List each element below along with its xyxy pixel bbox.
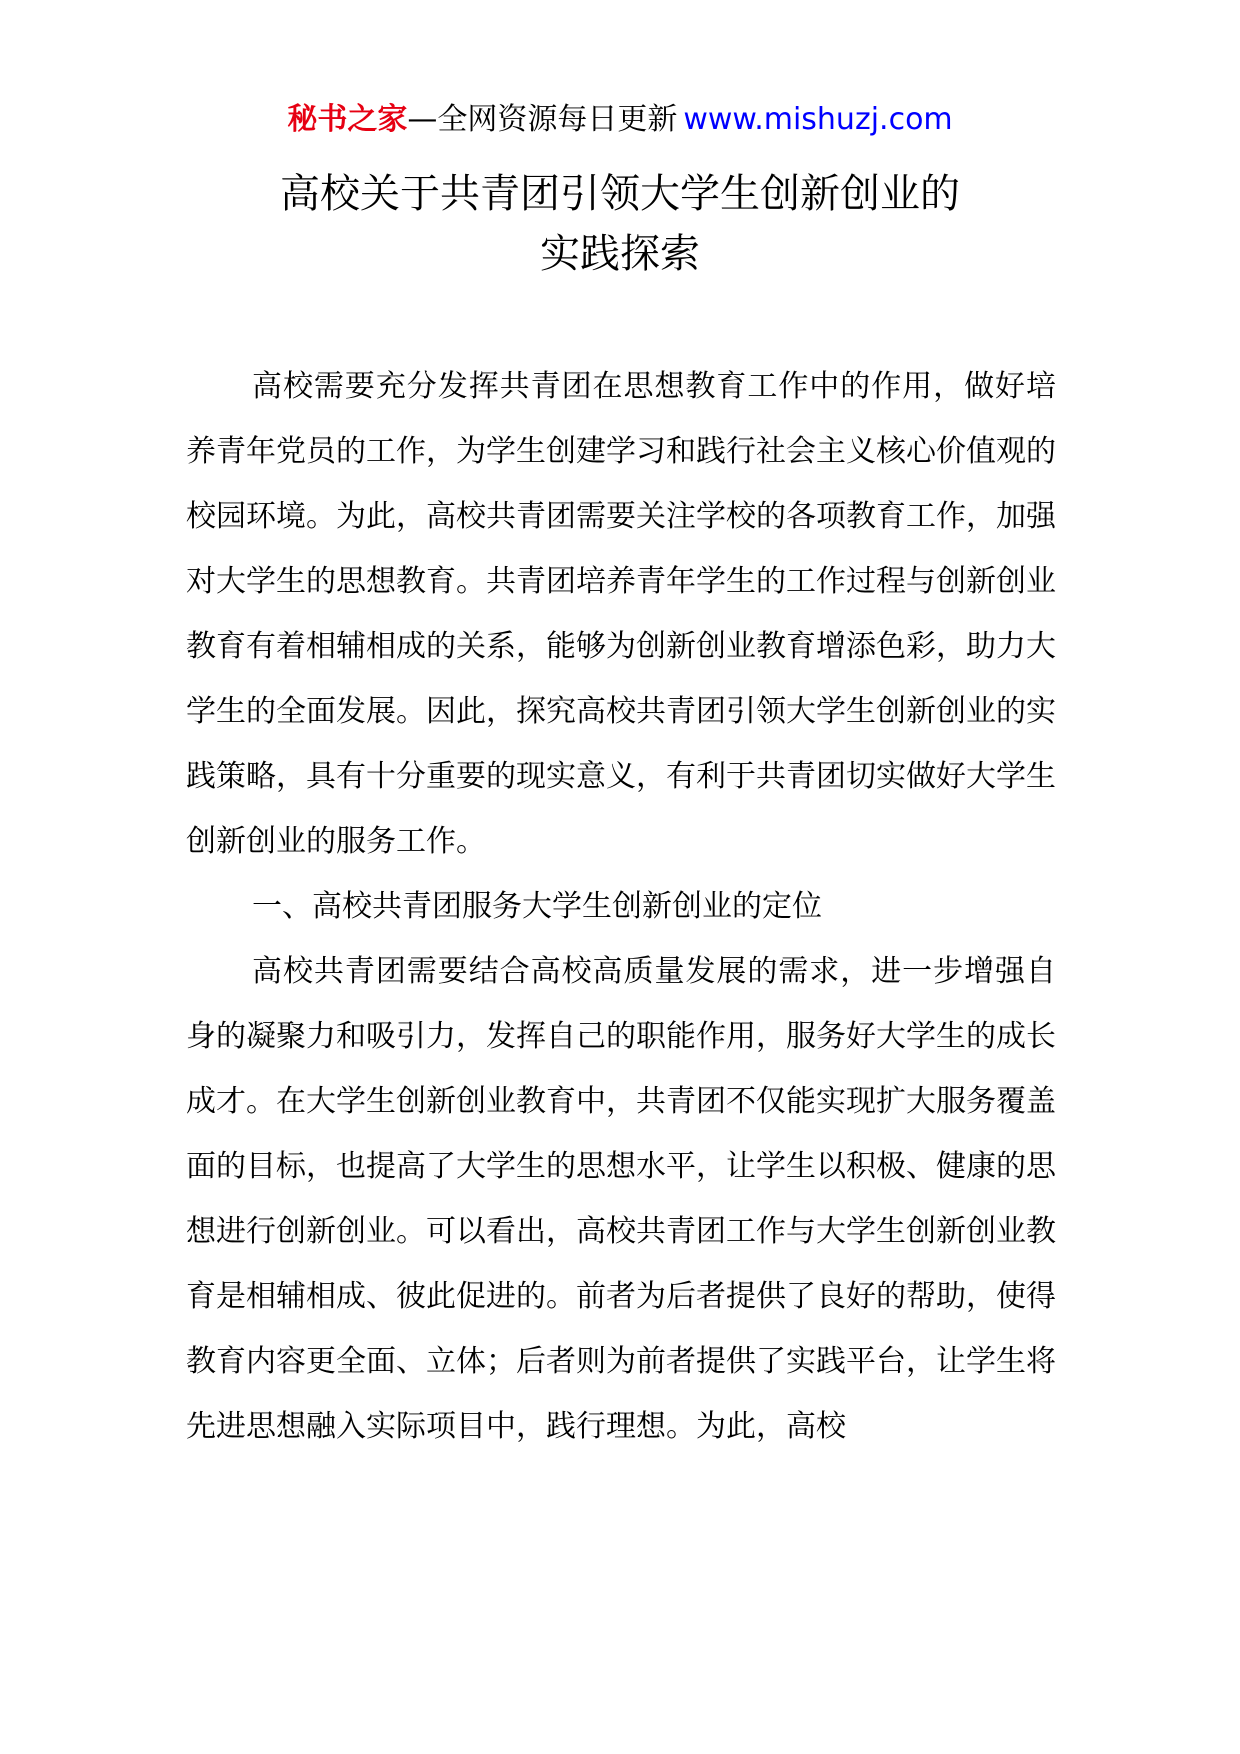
site-header: [0, 98, 1240, 142]
section-heading-1: 一、高校共青团服务大学生创新创业的定位: [252, 889, 822, 924]
document-body: [186, 354, 1056, 1459]
document-title: [0, 164, 1240, 284]
paragraph-section-1: 高校共青团需要结合高校高质量发展的需求，进一步增强自身的凝聚力和吸引力，发挥自己的职能作用，服务好大学生的成长成才。在大学生创新创业教育中，共青团不仅能实现扩大服务覆盖面的目标，也提高了大学生的思想水平，让学生以积极、健康的思想进行创新创业。可以看出，高校共青团工作与大学生创新创业教育是相辅相成、彼此促进的。前者为后者提供了良好的帮助，使得教育内容更全面、立体；后者则为前者提供了实践平台，让学生将先进思想融入实际项目中，践行理想。为此，高校: [186, 954, 1056, 1444]
paragraph-intro: 高校需要充分发挥共青团在思想教育工作中的作用，做好培养青年党员的工作，为学生创建学习和践行社会主义核心价值观的校园环境。为此，高校共青团需要关注学校的各项教育工作，加强对大学生的思想教育。共青团培养青年学生的工作过程与创新创业教育有着相辅相成的关系，能够为创新创业教育增添色彩，助力大学生的全面发展。因此，探究高校共青团引领大学生创新创业的实践策略，具有十分重要的现实意义，有利于共青团切实做好大学生创新创业的服务工作。: [186, 369, 1056, 859]
header-tagline: —全网资源每日更新: [407, 102, 678, 137]
brand-name: 秘书之家: [287, 102, 408, 137]
title-line-1: 高校关于共青团引领大学生创新创业的: [280, 171, 960, 217]
title-line-2: 实践探索: [540, 231, 700, 277]
site-url-link[interactable]: www.mishuzj.com: [683, 102, 953, 137]
